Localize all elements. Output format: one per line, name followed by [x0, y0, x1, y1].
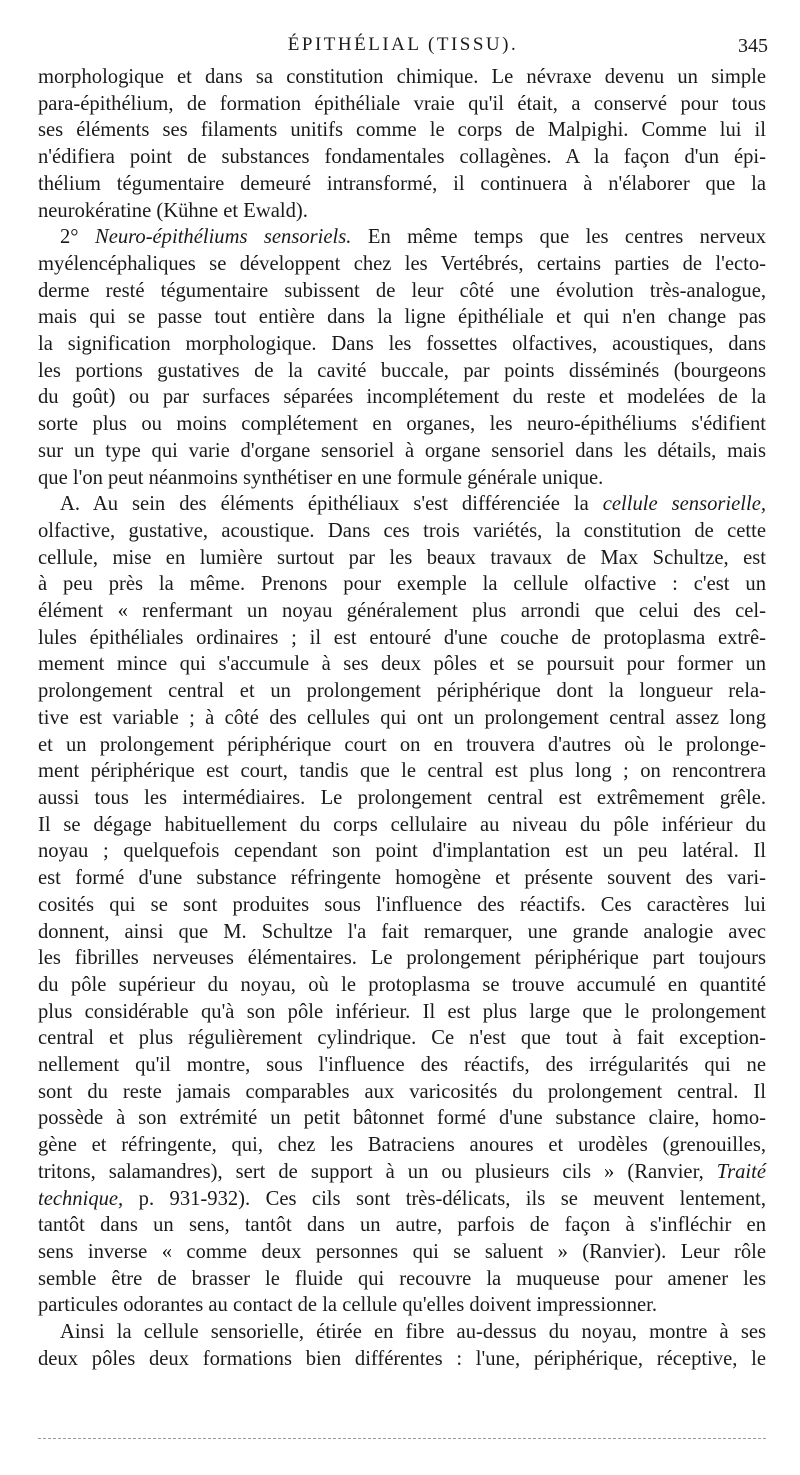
- text-line: deux pôles deux formations bien différentes : l'une, périphérique, réceptive, le: [38, 1347, 766, 1370]
- text-line: [38, 491, 766, 518]
- text-line: gène et réfringente, qui, chez les Batraciens anoures et urodèles (grenouilles,: [38, 1134, 766, 1157]
- text-run: tritons, salamandres), sert de support à un ou plusieurs cils » (Ranvier,: [38, 1160, 704, 1183]
- text-line: [38, 1159, 766, 1186]
- paragraph-cellule-sensorielle: [38, 491, 766, 1319]
- text-line: ment périphérique est court, tandis que le central est plus long ; on rencontrera: [38, 760, 766, 783]
- text-line: donnent, ainsi que M. Schultze l'a fait remarquer, une grande analogie avec: [38, 920, 766, 943]
- page-number: 345: [738, 35, 768, 57]
- text-line: para-épithélium, de formation épithéliale vraie qu'il était, a conservé pour tous: [38, 92, 766, 115]
- text-line: plus considérable qu'à son pôle inférieur. Il est plus large que le prolongement: [38, 1000, 766, 1023]
- text-line: sens inverse « comme deux personnes qui se saluent » (Ranvier). Leur rôle: [38, 1240, 766, 1263]
- text-line: cosités qui se sont produites sous l'influence des réactifs. Ces caractères lui: [38, 893, 766, 916]
- text-line: les portions gustatives de la cavité buccale, par points disséminés (bourgeons: [38, 359, 766, 382]
- text-run: En même temps que les centres nerveux: [367, 226, 766, 249]
- section-heading: Neuro-épithéliums sensoriels.: [94, 226, 352, 249]
- text-line: olfactive, gustative, acoustique. Dans ces trois variétés, la constitution de cette: [38, 519, 766, 542]
- text-line: derme resté tégumentaire subissent de leur côté une évolution très-analogue,: [38, 279, 766, 302]
- text-line: à peu près la même. Prenons pour exemple la cellule olfactive : c'est un: [38, 573, 766, 596]
- text-line: [38, 1186, 766, 1213]
- body-text: [38, 64, 766, 1372]
- text-run: p. 931-932). Ces cils sont très-délicats, ils se meuvent lentement,: [138, 1187, 766, 1210]
- text-line: lules épithéliales ordinaires ; il est entouré d'une couche de protoplasma extrê-: [38, 626, 766, 649]
- emphasized-term: cellule sensorielle,: [602, 493, 766, 516]
- text-line: noyau ; quelquefois cependant son point d'implantation est un peu latéral. Il: [38, 840, 766, 863]
- text-line: est formé d'une substance réfringente homogène et présente souvent des vari-: [38, 867, 766, 890]
- text-line: myélencéphaliques se développent chez les Vertébrés, certains parties de l'ecto-: [38, 252, 766, 275]
- text-line: [38, 224, 766, 251]
- text-line: tive est variable ; à côté des cellules qui ont un prolongement central assez long: [38, 706, 766, 729]
- text-line: la signification morphologique. Dans les fossettes olfactives, acoustiques, dans: [38, 333, 766, 356]
- paragraph-continued: [38, 64, 766, 224]
- text-line: que l'on peut néanmoins synthétiser en une formule générale unique.: [38, 466, 604, 489]
- text-line: neurokératine (Kühne et Ewald).: [38, 199, 308, 222]
- text-line: possède à son extrémité un petit bâtonnet formé d'une substance claire, homo-: [38, 1107, 766, 1130]
- text-line: nellement qu'il montre, sous l'influence des réactifs, des irrégularités qui ne: [38, 1054, 766, 1077]
- text-line: cellule, mise en lumière surtout par les beaux travaux de Max Schultze, est: [38, 546, 766, 569]
- text-run: A. Au sein des éléments épithéliaux s'est différenciée la: [60, 493, 589, 516]
- paragraph-ainsi: [38, 1319, 766, 1372]
- text-line: mais qui se passe tout entière dans la ligne épithéliale et qui n'en change pas: [38, 306, 766, 329]
- text-line: thélium tégumentaire demeuré intransformé, il continuera à n'élaborer que la: [38, 172, 766, 195]
- text-line: les fibrilles nerveuses élémentaires. Le prolongement périphérique part toujours: [38, 947, 766, 970]
- citation-title: technique,: [38, 1187, 124, 1210]
- text-line: prolongement central et un prolongement périphérique dont la longueur rela-: [38, 680, 766, 703]
- text-line: particules odorantes au contact de la cellule qu'elles doivent impressionner.: [38, 1294, 658, 1317]
- text-line: sorte plus ou moins complétement en organes, les neuro-épithéliums s'édifient: [38, 413, 766, 436]
- text-line: élément « renfermant un noyau généralement plus arrondi que celui des cel-: [38, 600, 766, 623]
- citation-title: Traité: [716, 1160, 766, 1183]
- text-line: ses éléments ses filaments unitifs comme le corps de Malpighi. Comme lui il: [38, 119, 766, 142]
- text-line: central et plus régulièrement cylindrique. Ce n'est que tout à fait exception-: [38, 1027, 766, 1050]
- text-line: aussi tous les intermédiaires. Le prolongement central est extrêmement grêle.: [38, 786, 766, 809]
- text-line: et un prolongement périphérique court on en trouvera d'autres où le prolonge-: [38, 733, 766, 756]
- text-line: sont du reste jamais comparables aux varicosités du prolongement central. Il: [38, 1080, 766, 1103]
- text-line: sur un type qui varie d'organe sensoriel à organe sensoriel dans les détails, mais: [38, 439, 766, 462]
- text-line: Il se dégage habituellement du corps cellulaire au niveau du pôle inférieur du: [38, 813, 766, 836]
- bottom-scan-rule: [38, 1438, 766, 1439]
- section-number: 2°: [60, 226, 79, 249]
- text-line: Ainsi la cellule sensorielle, étirée en fibre au-dessus du noyau, montre à ses: [60, 1321, 766, 1344]
- paragraph-neuro-epitheliums: [38, 224, 766, 491]
- text-line: tantôt dans un sens, tantôt dans un autre, parfois de façon à s'infléchir en: [38, 1214, 766, 1237]
- text-line: semble être de brasser le fluide qui recouvre la muqueuse pour amener les: [38, 1267, 766, 1290]
- text-line: n'édifiera point de substances fondamentales collagènes. A la façon d'un épi-: [38, 146, 766, 169]
- text-line: du pôle supérieur du noyau, où le protoplasma se trouve accumulé en quantité: [38, 973, 766, 996]
- text-line: morphologique et dans sa constitution chimique. Le névraxe devenu un simple: [38, 66, 766, 88]
- running-header: [38, 34, 768, 64]
- text-line: mement mince qui s'accumule à ses deux pôles et se poursuit pour former un: [38, 653, 766, 676]
- running-title: ÉPITHÉLIAL (TISSU).: [287, 34, 519, 55]
- text-line: du goût) ou par surfaces séparées incomplétement du reste et modelées de la: [38, 386, 766, 409]
